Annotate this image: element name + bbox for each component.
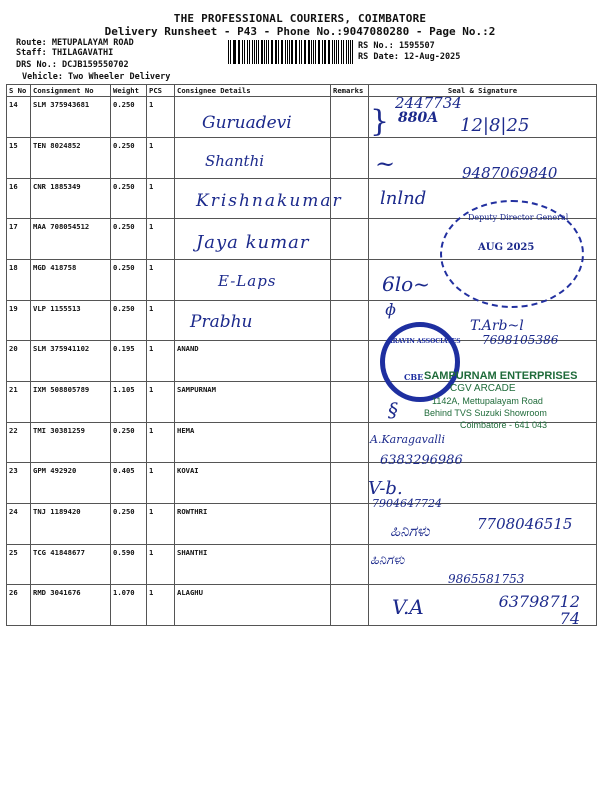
row-consignment: SLM 375941102 (31, 341, 111, 382)
barcode-bar (244, 40, 245, 64)
barcode-bar (234, 40, 236, 64)
barcode-bar (291, 40, 293, 64)
handwritten-signature: ಹಿನಿಗಳು (390, 522, 430, 540)
barcode-bar (315, 40, 316, 64)
row-consignment: TMI 30381259 (31, 423, 111, 463)
barcode-bar (338, 40, 339, 64)
row-consignment: MGD 418758 (31, 260, 111, 301)
handwritten-name: Jaya kumar (196, 232, 310, 253)
row-pcs: 1 (147, 585, 175, 626)
barcode-bar (287, 40, 288, 64)
barcode-bar (301, 40, 302, 64)
stamp-text: CBE (404, 372, 424, 382)
stamp-text: ARAVIN ASSOCIATES (388, 338, 461, 345)
row-consignee: HEMA (175, 423, 331, 463)
rs-number: RS No.: 1595507 (358, 41, 435, 51)
barcode-bar (304, 40, 305, 64)
row-weight: 0.590 (111, 545, 147, 585)
handwritten-signature: 880A (398, 110, 439, 126)
enterprise-stamp-line: Behind TVS Suzuki Showroom (424, 408, 547, 418)
barcode-bar (319, 40, 320, 64)
row-weight: 0.250 (111, 504, 147, 545)
barcode-bar (313, 40, 314, 64)
row-remarks (331, 504, 369, 545)
barcode-bar (299, 40, 300, 64)
barcode-bar (324, 40, 326, 64)
handwritten-mark: } (370, 104, 390, 139)
row-sno: 16 (7, 179, 31, 219)
row-remarks (331, 138, 369, 179)
barcode-bar (254, 40, 255, 64)
aravin-stamp (380, 322, 460, 402)
barcode-bar (230, 40, 231, 64)
row-pcs: 1 (147, 341, 175, 382)
barcode-bar (256, 40, 257, 64)
row-pcs: 1 (147, 301, 175, 341)
barcode-bar (332, 40, 333, 64)
barcode-bar (318, 40, 319, 64)
row-sno: 23 (7, 463, 31, 504)
col-pcs: PCS (147, 85, 175, 97)
handwritten-signature: T.Arb~l (470, 318, 524, 334)
row-sno: 21 (7, 382, 31, 423)
barcode-bar (296, 40, 297, 64)
row-pcs: 1 (147, 463, 175, 504)
row-weight: 0.250 (111, 260, 147, 301)
handwritten-phone: 9865581753 (448, 572, 525, 586)
row-weight: 0.250 (111, 179, 147, 219)
barcode-bar (282, 40, 283, 64)
row-weight: 1.070 (111, 585, 147, 626)
row-consignee: ALAGHU (175, 585, 331, 626)
barcode-bar (348, 40, 349, 64)
barcode-bar (285, 40, 286, 64)
row-sno: 17 (7, 219, 31, 260)
staff-label: Staff: THILAGAVATHI (16, 48, 114, 58)
row-pcs: 1 (147, 97, 175, 138)
row-pcs: 1 (147, 219, 175, 260)
handwritten-signature: § (388, 398, 398, 422)
row-sno: 25 (7, 545, 31, 585)
barcode-bar (258, 40, 259, 64)
row-weight: 0.250 (111, 423, 147, 463)
handwritten-signature: lnlnd (380, 188, 427, 209)
barcode-bar (311, 40, 312, 64)
handwritten-signature: V.A (392, 595, 424, 619)
stamp-date: AUG 2025 (478, 242, 535, 253)
row-sno: 26 (7, 585, 31, 626)
handwritten-signature: V-b. (368, 478, 403, 499)
row-sno: 14 (7, 97, 31, 138)
row-consignment: TCG 41848677 (31, 545, 111, 585)
barcode-bar (239, 40, 240, 64)
barcode-bar (295, 40, 296, 64)
row-pcs: 1 (147, 138, 175, 179)
row-sno: 18 (7, 260, 31, 301)
row-consignee: SHANTHI (175, 545, 331, 585)
col-weight: Weight (111, 85, 147, 97)
handwritten-phone: 9487069840 (462, 164, 558, 182)
col-consignment: Consignment No (31, 85, 111, 97)
enterprise-stamp-name: SAMPURNAM ENTERPRISES (424, 370, 578, 382)
barcode-bar (289, 40, 290, 64)
handwritten-name: Prabhu (190, 312, 253, 332)
barcode-bar (264, 40, 265, 64)
row-consignment: TNJ 1189420 (31, 504, 111, 545)
table-header (7, 85, 597, 97)
enterprise-stamp-line: 1142A, Mettupalayam Road (432, 396, 543, 406)
col-consignee: Consignee Details (175, 85, 331, 97)
row-remarks (331, 301, 369, 341)
row-consignment: IXM 508805789 (31, 382, 111, 423)
row-weight: 1.105 (111, 382, 147, 423)
barcode (228, 40, 355, 64)
row-pcs: 1 (147, 260, 175, 301)
barcode-bar (238, 40, 239, 64)
row-consignment: GPM 492920 (31, 463, 111, 504)
col-sno: S No (7, 85, 31, 97)
row-remarks (331, 585, 369, 626)
handwritten-phone: 7698105386 (482, 333, 559, 347)
barcode-bar (249, 40, 251, 64)
barcode-bar (328, 40, 329, 64)
barcode-bar (242, 40, 243, 64)
handwritten-signature: ಹಿನಿಗಳು (370, 553, 405, 568)
handwritten-signature: ~ (375, 150, 396, 178)
barcode-bar (336, 40, 337, 64)
barcode-bar (281, 40, 282, 64)
barcode-bar (334, 40, 335, 64)
row-remarks (331, 341, 369, 382)
rs-date: RS Date: 12-Aug-2025 (358, 52, 461, 62)
row-sno: 20 (7, 341, 31, 382)
row-remarks (331, 463, 369, 504)
row-sno: 24 (7, 504, 31, 545)
enterprise-stamp-line: Coimbatore - 641 043 (460, 420, 548, 430)
row-weight: 0.195 (111, 341, 147, 382)
row-consignment: MAA 708054512 (31, 219, 111, 260)
row-sno: 22 (7, 423, 31, 463)
barcode-bar (329, 40, 330, 64)
barcode-bar (247, 40, 248, 64)
handwritten-signature: ɸ (385, 300, 397, 319)
handwritten-phone: 63798712 74 (498, 592, 580, 628)
row-remarks (331, 382, 369, 423)
handwritten-signature: 2447734 (395, 94, 462, 112)
barcode-bar (271, 40, 272, 64)
row-pcs: 1 (147, 545, 175, 585)
handwritten-phone: 6383296986 (380, 453, 463, 468)
row-pcs: 1 (147, 423, 175, 463)
route-label: Route: METUPALAYAM ROAD (16, 38, 134, 48)
barcode-bar (233, 40, 234, 64)
barcode-bar (346, 40, 347, 64)
handwritten-name: Guruadevi (202, 113, 292, 133)
barcode-bar (266, 40, 267, 64)
barcode-bar (252, 40, 253, 64)
handwritten-name: Krishnakumar (196, 191, 343, 211)
barcode-bar (343, 40, 345, 64)
row-consignment: RMD 3041676 (31, 585, 111, 626)
handwritten-signature: 6lo~ (382, 272, 430, 296)
row-pcs: 1 (147, 382, 175, 423)
row-consignee: SAMPURNAM (175, 382, 331, 423)
company-title: THE PROFESSIONAL COURIERS, COIMBATORE (173, 12, 427, 25)
barcode-bar (305, 40, 306, 64)
handwritten-phone: 7708046515 (477, 515, 573, 533)
row-weight: 0.250 (111, 301, 147, 341)
row-sno: 15 (7, 138, 31, 179)
row-pcs: 1 (147, 179, 175, 219)
vehicle-label: Vehicle: Two Wheeler Delivery (22, 72, 171, 82)
row-consignment: CNR 1885349 (31, 179, 111, 219)
row-remarks (331, 423, 369, 463)
row-remarks (331, 260, 369, 301)
barcode-bar (308, 40, 310, 64)
barcode-bar (322, 40, 323, 64)
row-consignee: ANAND (175, 341, 331, 382)
barcode-bar (275, 40, 277, 64)
row-pcs: 1 (147, 504, 175, 545)
drs-label: DRS No.: DCJB159550702 (16, 60, 129, 70)
row-consignment: TEN 8024852 (31, 138, 111, 179)
row-remarks (331, 545, 369, 585)
barcode-bar (272, 40, 273, 64)
row-consignment: SLM 375943681 (31, 97, 111, 138)
handwritten-phone: 7904647724 (372, 497, 442, 510)
row-consignee: KOVAI (175, 463, 331, 504)
stamp-text: Deputy Director General (468, 213, 569, 222)
col-seal: Seal & Signature (369, 85, 597, 97)
runsheet-title: Delivery Runsheet - P43 - Phone No.:9047080280 - Page No.:2 (104, 25, 496, 38)
table-row (7, 463, 597, 504)
row-weight: 0.250 (111, 138, 147, 179)
row-consignment: VLP 1155513 (31, 301, 111, 341)
row-consignee: ROWTHRI (175, 504, 331, 545)
handwritten-name: E-Laps (218, 272, 277, 290)
handwritten-name: A.Karagavalli (370, 433, 445, 446)
handwritten-name: Shanthi (205, 152, 265, 170)
row-weight: 0.405 (111, 463, 147, 504)
handwritten-date: 12|8|25 (460, 115, 530, 136)
barcode-bar (352, 40, 353, 64)
row-weight: 0.250 (111, 97, 147, 138)
row-remarks (331, 219, 369, 260)
barcode-bar (350, 40, 351, 64)
row-sno: 19 (7, 301, 31, 341)
enterprise-stamp-line: CGV ARCADE (450, 383, 516, 394)
barcode-bar (261, 40, 263, 64)
row-remarks (331, 97, 369, 138)
barcode-bar (341, 40, 342, 64)
barcode-bar (278, 40, 279, 64)
col-remarks: Remarks (331, 85, 369, 97)
barcode-bar (268, 40, 269, 64)
row-weight: 0.250 (111, 219, 147, 260)
barcode-bar (228, 40, 229, 64)
